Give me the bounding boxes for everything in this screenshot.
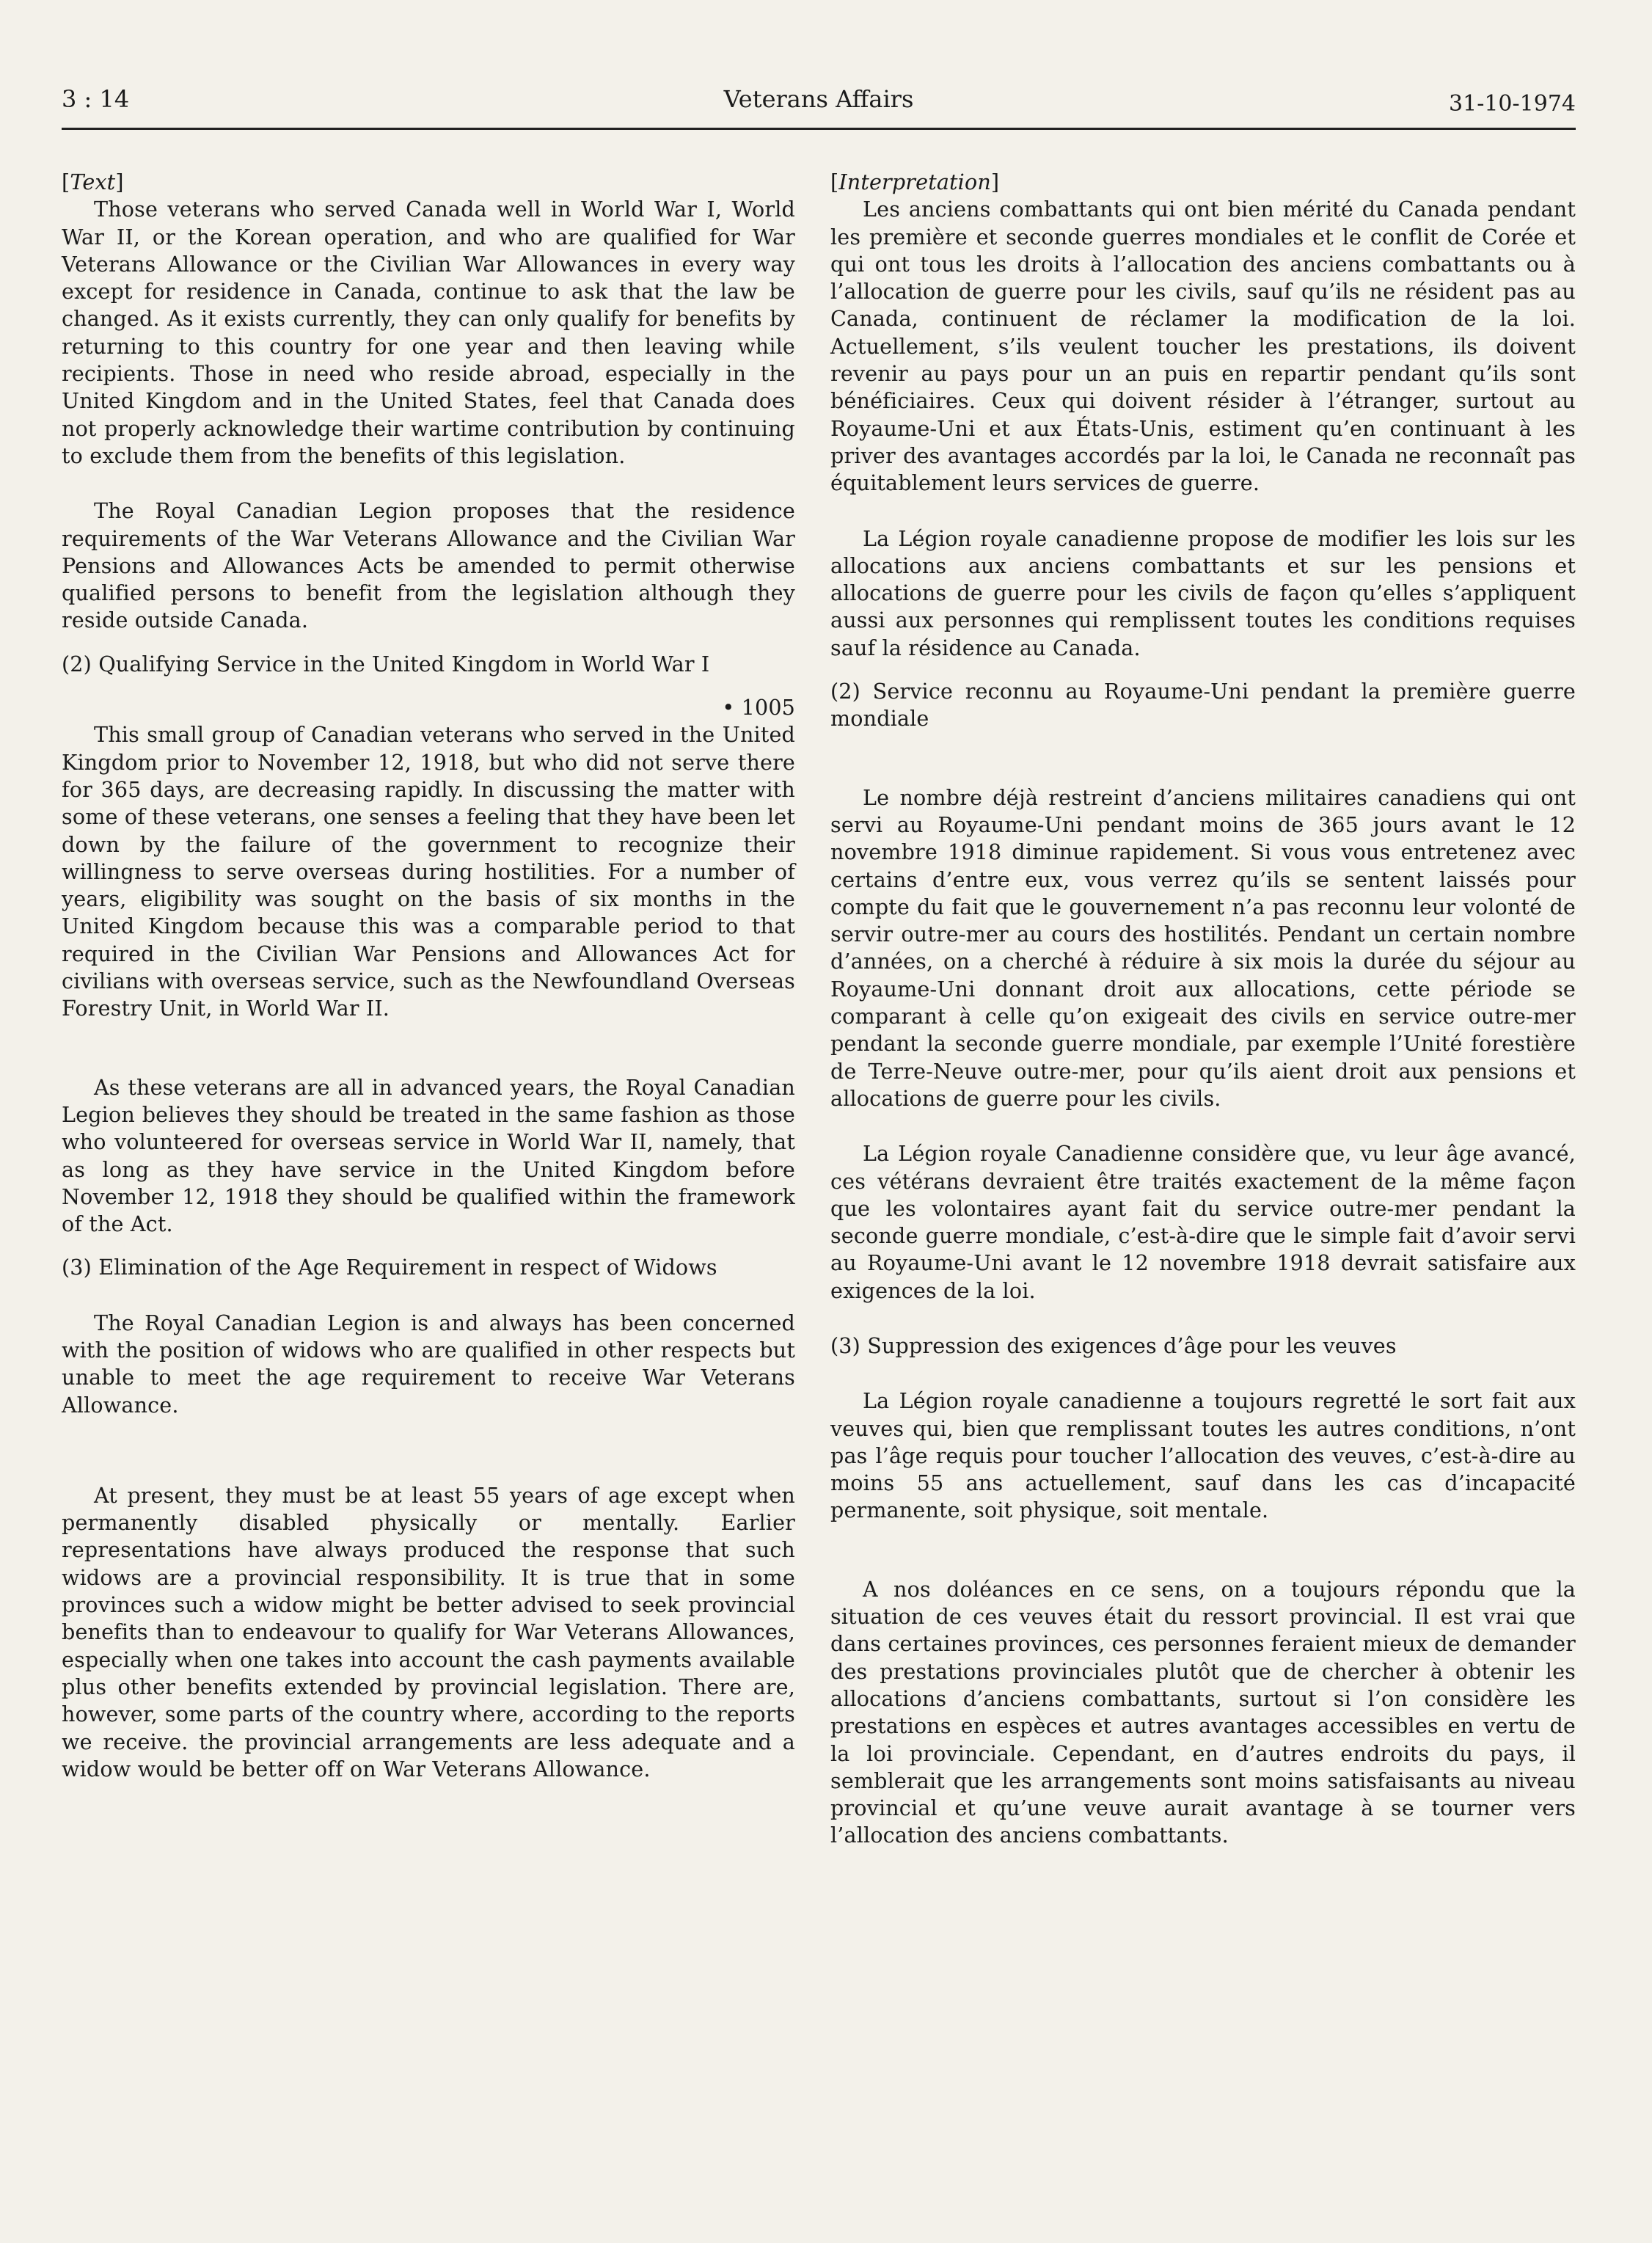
paragraph: At present, they must be at least 55 years of age except when permanently disabled physically or mentally. Earlier representations have always produced the response that such widows are a provincial responsibility. It is true that in some provinces such a widow might be better advised to seek provincial benefits than to endeavour to qualify for War Veterans Allowances, especially when one takes into account the cash payments available plus other benefits extended by provincial legislation. There are, however, some parts of the country where, according to the reports we receive. the provincial arrangements are less adequate and a widow would be better off on War Veterans Allowance. [62,1482,795,1781]
section-heading: (3) Elimination of the Age Requirement in respect of Widows [62,1255,717,1280]
french-column [830,169,1576,1850]
page-number: 3 : 14 [62,85,130,113]
header-date: 31-10-1974 [1449,91,1576,117]
interpretation-label: [Interpretation] [830,169,1000,194]
paragraph: The Royal Canadian Legion proposes that the residence requirements of the War Veterans Allowance and the Civilian War Pensions and Allowances Acts be amended to permit otherwise qualified persons to benefit from the legislation although they reside outside Canada. [62,498,795,633]
running-header [62,84,1576,130]
paragraph: The Royal Canadian Legion is and always has been concerned with the position of widows who are qualified in other respects but unable to meet the age requirement to receive War Veterans Allowance. [62,1310,795,1418]
section-heading: (3) Suppression des exigences d’âge pour les veuves [830,1332,1397,1358]
paragraph: La Légion royale canadienne propose de modifier les lois sur les allocations aux anciens combattants et sur les pensions et allocations de guerre pour les civils de façon qu’elles s’appliquent aussi aux personnes qui remplissent toutes les conditions requises sauf la résidence au Canada. [830,525,1576,660]
header-title: Veterans Affairs [723,85,914,113]
section-heading: (2) Service reconnu au Royaume-Uni pendant la première guerre mondiale [830,679,1576,732]
paragraph: A nos doléances en ce sens, on a toujours répondu que la situation de ces veuves était du ressort provincial. Il est vrai que dans certaines provinces, ces personnes feraient mieux de demander des prestations provinciales plutôt que de chercher à obtenir les allocations d’anciens combattants, surtout si l’on considère les prestations en espèces et autres avantages accessibles en vertu de la loi provinciale. Cependant, en d’autres endroits du pays, il semblerait que les arrangements sont moins satisfaisants au niveau provincial et qu’une veuve aurait avantage à se tourner vers l’allocation des anciens combattants. [830,1576,1576,1848]
english-column [62,169,795,1783]
time-marker: • 1005 [722,695,795,721]
paragraph: Those veterans who served Canada well in World War I, World War II, or the Korean operation, and who are qualified for War Veterans Allowance or the Civilian War Allowances in every way except for residence in Canada, continue to ask that the law be changed. As it exists currently, they can only qualify for benefits by returning to this country for one year and then leaving while recipients. Those in need who reside abroad, especially in the United Kingdom and in the United States, feel that Canada does not properly acknowledge their wartime contribution by continuing to exclude them from the benefits of this legislation. [62,197,795,468]
section-heading: (2) Qualifying Service in the United Kingdom in World War I [62,651,710,676]
paragraph: As these veterans are all in advanced years, the Royal Canadian Legion believes they should be treated in the same fashion as those who volunteered for overseas service in World War II, namely, that as long as they have service in the United Kingdom before November 12, 1918 they should be qualified within the framework of the Act. [62,1074,795,1237]
paragraph: La Légion royale Canadienne considère que, vu leur âge avancé, ces vétérans devraient être traités exactement de la même façon que les volontaires ayant fait du service outre-mer pendant la seconde guerre mondiale, c’est-à-dire que le simple fait d’avoir servi au Royaume-Uni avant le 12 novembre 1918 devrait satisfaire aux exigences de la loi. [830,1141,1576,1303]
paragraph: Les anciens combattants qui ont bien mérité du Canada pendant les première et seconde guerres mondiales et le conflit de Corée et qui ont tous les droits à l’allocation des anciens combattants ou à l’allocation de guerre pour les civils, sauf qu’ils ne résident pas au Canada, continuent de réclamer la modification de la loi. Actuellement, s’ils veulent toucher les prestations, ils doivent revenir au pays pour un an puis en repartir pendant qu’ils sont bénéficiaires. Ceux qui doivent résider à l’étranger, surtout au Royaume-Uni et aux États-Unis, estiment qu’en continuant à les priver des avantages accordés par la loi, le Canada ne reconnaît pas équitablement leurs services de guerre. [830,197,1576,496]
text-label: [Text] [62,169,124,194]
paragraph: This small group of Canadian veterans who served in the United Kingdom prior to November 12, 1918, but who did not serve there for 365 days, are decreasing rapidly. In discussing the matter with some of these veterans, one senses a feeling that they have been let down by the failure of the government to recognize their willingness to serve overseas during hostilities. For a number of years, eligibility was sought on the basis of six months in the United Kingdom because this was a comparable period to that required in the Civilian War Pensions and Allowances Act for civilians with overseas service, such as the Newfoundland Overseas Forestry Unit, in World War II. [62,722,795,1021]
paragraph: La Légion royale canadienne a toujours regretté le sort fait aux veuves qui, bien que remplissant toutes les autres conditions, n’ont pas l’âge requis pour toucher l’allocation des veuves, c’est-à-dire au moins 55 ans actuellement, sauf dans les cas d’incapacité permanente, soit physique, soit mentale. [830,1388,1576,1523]
paragraph: Le nombre déjà restreint d’anciens militaires canadiens qui ont servi au Royaume-Uni pendant moins de 365 jours avant le 12 novembre 1918 diminue rapidement. Si vous vous entretenez avec certains d’entre eux, vous verrez qu’ils se sentent laissés pour compte du fait que le gouvernement n’a pas reconnu leur volonté de servir outre-mer au cours des hostilités. Pendant un certain nombre d’années, on a cherché à réduire à six mois la durée du séjour au Royaume-Uni donnant droit aux allocations, cette période se comparant à celle qu’on exigeait des civils en service outre-mer pendant la seconde guerre mondiale, par exemple l’Unité forestière de Terre-Neuve outre-mer, pour qu’ils aient droit aux pensions et allocations de guerre pour les civils. [830,784,1576,1111]
